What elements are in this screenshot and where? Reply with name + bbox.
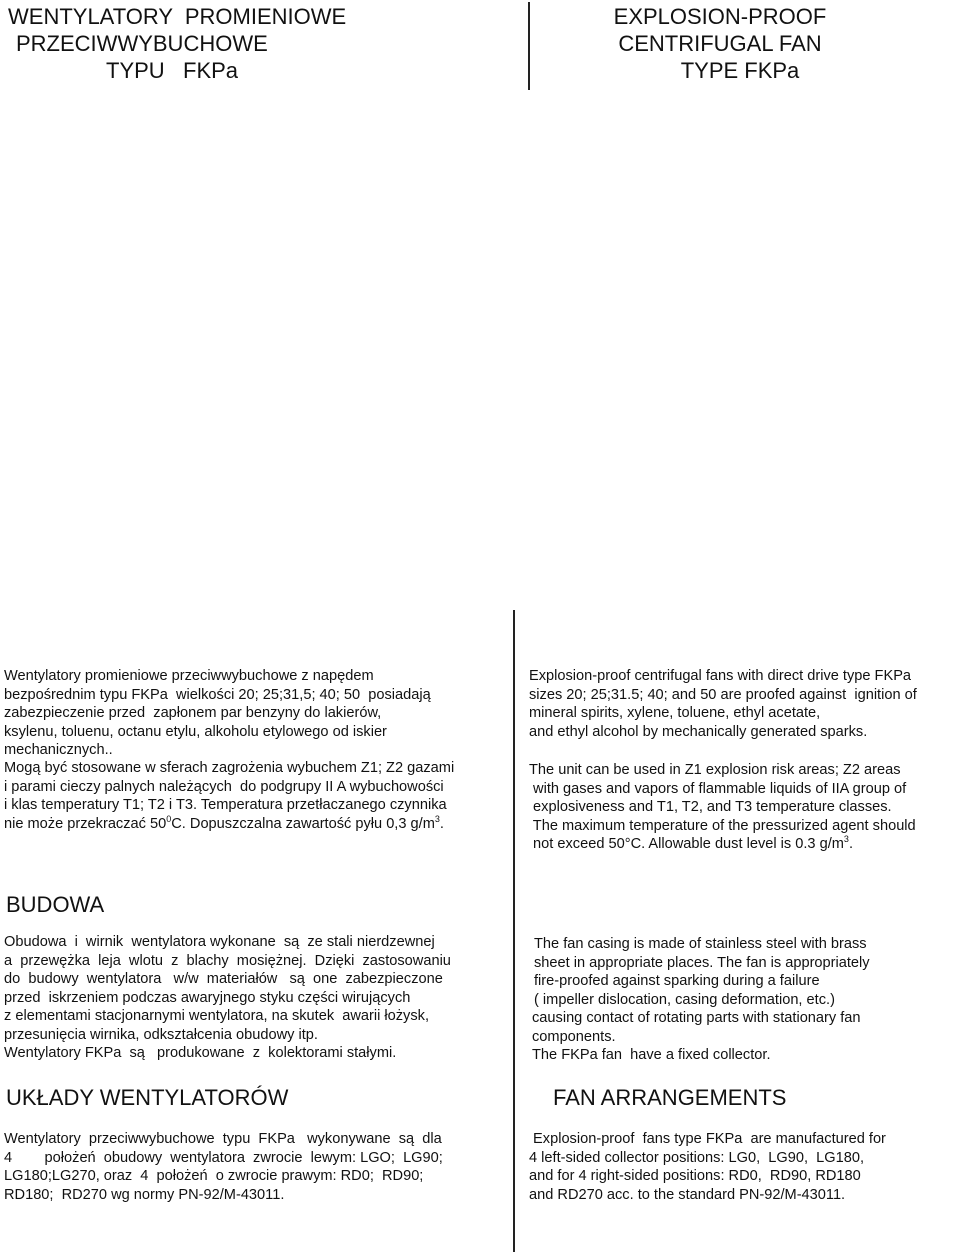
text-line: bezpośrednim typu FKPa wielkości 20; 25;31,5; 40; 50 posiadają	[4, 686, 431, 703]
text: C. Dopuszczalna zawartość pyłu 0,3 g/m	[171, 815, 435, 832]
uklady-english	[529, 1130, 886, 1204]
text-line: zabezpieczenie przed zapłonem par benzyny do lakierów,	[4, 705, 382, 721]
text-line: Wentylatory FKPa są produkowane z kolektorami stałymi.	[4, 1045, 397, 1061]
intro-polish-p2	[4, 759, 454, 833]
text-line: Mogą być stosowane w sferach zagrożenia wybuchem Z1; Z2 gazami	[4, 760, 455, 776]
text-line: and ethyl alcohol by mechanically generated sparks.	[529, 723, 868, 740]
text-line: Explosion-proof fans type FKPa are manufactured for	[529, 1131, 886, 1147]
text-line: RD180; RD270 wg normy PN-92/M-43011.	[4, 1186, 285, 1203]
text-line: causing contact of rotating parts with stationary fan	[532, 1010, 861, 1026]
text-line: LG180;LG270, oraz 4 położeń o zwrocie prawym: RD0; RD90;	[4, 1168, 424, 1184]
section-heading-budowa: BUDOWA	[6, 892, 105, 917]
text-line: mechanicznych..	[4, 742, 113, 758]
text-line: sizes 20; 25;31.5; 40; and 50 are proofed against ignition of	[529, 686, 917, 703]
superscript: 3	[843, 834, 849, 845]
title-english	[570, 3, 870, 84]
text-line: and for 4 right-sided positions: RD0, RD90, RD180	[529, 1168, 861, 1184]
budowa-polish	[4, 933, 451, 1063]
uklady-polish	[4, 1130, 443, 1204]
text: .	[439, 815, 444, 832]
text-line: The unit can be used in Z1 explosion risk areas; Z2 areas	[529, 762, 901, 778]
text-line: a przewężka leja wlotu z blachy mosiężnej. Dzięki zastosowaniu	[4, 952, 451, 969]
text-line: fire-proofed against sparking during a failure	[534, 973, 820, 989]
text-line: ksylenu, toluenu, octanu etylu, alkoholu etylowego od iskier	[4, 723, 387, 740]
superscript: 0	[166, 813, 172, 824]
intro-english-p1	[529, 667, 917, 741]
text-line: Explosion-proof centrifugal fans with direct drive type FKPa	[529, 668, 912, 684]
budowa-english	[532, 935, 870, 1065]
text-line: i klas temperatury T1; T2 i T3. Temperatura przetłaczanego czynnika	[4, 797, 447, 813]
text-line: z elementami stacjonarnymi wentylatora, na skutek awarii łożysk,	[4, 1008, 430, 1024]
intro-polish-p1	[4, 667, 431, 760]
text: .	[848, 836, 853, 852]
text-line: przed iskrzeniem podczas awaryjnego styku części wirujących	[4, 989, 411, 1006]
text-line: mineral spirits, xylene, toluene, ethyl acetate,	[529, 705, 821, 721]
text-line: i parami cieczy palnych należących do podgrupy II A wybuchowości	[4, 778, 444, 795]
text-line: Wentylatory przeciwwybuchowe typu FKPa wykonywane są dla	[4, 1131, 442, 1147]
title-line: TYPU FKPa	[106, 58, 239, 83]
text-line: with gases and vapors of flammable liquids of IIA group of	[529, 780, 907, 797]
column-divider	[513, 610, 515, 1252]
text-line: The fan casing is made of stainless steel with brass	[534, 936, 867, 952]
text-line: 4 położeń obudowy wentylatora zwrocie lewym: LGO; LG90;	[4, 1149, 443, 1166]
text-line: and RD270 acc. to the standard PN-92/M-43011.	[529, 1186, 846, 1203]
intro-english-p2	[529, 761, 916, 854]
text-line	[4, 815, 454, 834]
text-line: ( impeller dislocation, casing deformation, etc.)	[534, 991, 835, 1008]
section-heading-uklady: UKŁADY WENTYLATORÓW	[6, 1085, 289, 1110]
title-line: CENTRIFUGAL FAN	[618, 31, 822, 56]
text-line: The FKPa fan have a fixed collector.	[532, 1047, 771, 1063]
column-divider	[528, 2, 530, 90]
title-line: PRZECIWWYBUCHOWE	[16, 31, 268, 56]
text-line: 4 left-sided collector positions: LG0, LG90, LG180,	[529, 1149, 865, 1166]
text-line: Wentylatory promieniowe przeciwwybuchowe z napędem	[4, 668, 374, 684]
text-line	[529, 835, 916, 854]
text-line: do budowy wentylatora w/w materiałów są one zabezpieczone	[4, 971, 443, 987]
text-line: przesunięcia wirnika, odkształcenia obudowy itp.	[4, 1026, 318, 1043]
text-line: components.	[532, 1028, 616, 1045]
text: nie może przekraczać 50	[4, 815, 167, 832]
superscript: 3	[434, 813, 440, 824]
title-line: WENTYLATORY PROMIENIOWE	[8, 4, 347, 29]
section-heading-fan-arrangements: FAN ARRANGEMENTS	[553, 1085, 787, 1110]
title-polish	[8, 3, 346, 84]
title-line: TYPE FKPa	[680, 58, 800, 83]
text-line: The maximum temperature of the pressurized agent should	[529, 817, 916, 834]
text: not exceed 50°C. Allowable dust level is 0.3 g/m	[529, 836, 844, 852]
text-line: sheet in appropriate places. The fan is appropriately	[534, 954, 870, 971]
text-line: Obudowa i wirnik wentylatora wykonane są ze stali nierdzewnej	[4, 934, 435, 950]
title-line: EXPLOSION-PROOF	[613, 4, 827, 29]
text-line: explosiveness and T1, T2, and T3 temperature classes.	[529, 799, 892, 815]
